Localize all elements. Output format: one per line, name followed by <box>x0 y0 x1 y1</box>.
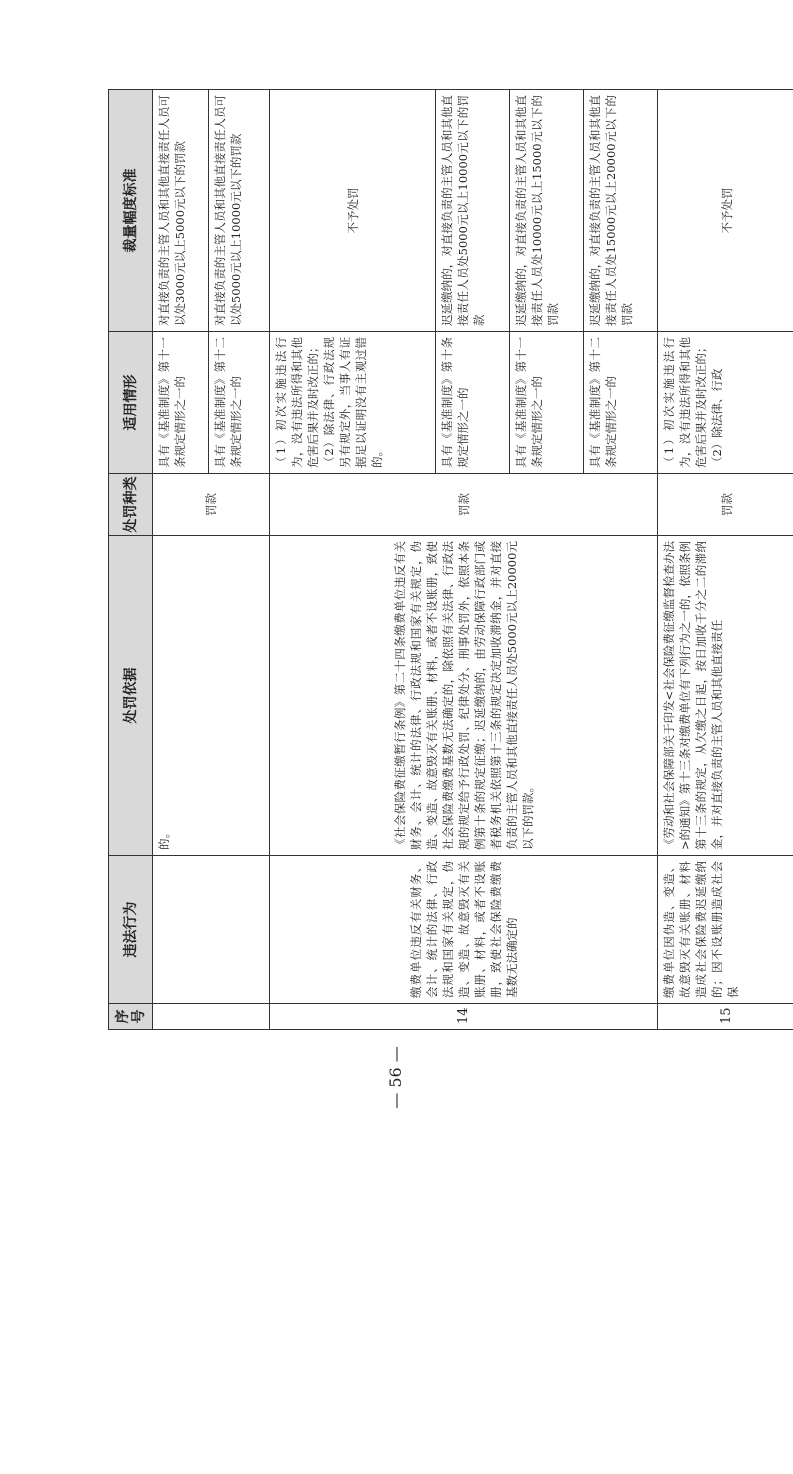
row14-standard-3: 迟延缴纳的，对直接负责的主管人员和其他直接责任人员处15000元以上20000元以下的罚款 <box>583 90 657 332</box>
header-basis: 处罚依据 <box>109 536 153 856</box>
row15-seq: 15 <box>657 1004 793 1030</box>
row14-standard-1: 迟延缴纳的，对直接负责的主管人员和其他直接责任人员处5000元以上10000元以下的罚款 <box>435 90 509 332</box>
table-row <box>153 90 208 1030</box>
row14-situation-3: 具有《基准制度》第十二条规定情形之一的 <box>583 332 657 474</box>
penalty-standards-table <box>108 89 793 1030</box>
row14-situation-2: 具有《基准制度》第十一条规定情形之一的 <box>509 332 583 474</box>
row14-act: 缴费单位违反有关财务、会计、统计的法律、行政法规和国家有关规定，伪造、变造、故意毁灭有关账册、材料，或者不设账册，致使社会保险费缴费基数无法确定的 <box>270 856 658 1004</box>
cont-act-cell <box>153 856 270 1004</box>
row14-standard-2: 迟延缴纳的，对直接负责的主管人员和其他直接责任人员处10000元以上15000元以下的罚款 <box>509 90 583 332</box>
cont-situation-2: 具有《基准制度》第十二条规定情形之一的 <box>208 332 270 474</box>
header-kind: 处罚种类 <box>109 474 153 536</box>
cont-kind-cell: 罚款 <box>153 474 270 536</box>
cont-seq-cell <box>153 1004 270 1030</box>
table-row <box>657 90 793 1030</box>
row14-seq: 14 <box>270 1004 658 1030</box>
header-act: 违法行为 <box>109 856 153 1004</box>
row15-act: 缴费单位因伪造、变造、故意毁灭有关账册、材料造成社会保险费迟延缴纳的；因不设账册造成社会保 <box>657 856 793 1004</box>
table-row <box>270 90 436 1030</box>
row14-standard-0: 不予处罚 <box>270 90 436 332</box>
cont-standard-1: 对直接负责的主管人员和其他直接责任人员可以处3000元以上5000元以下的罚款 <box>153 90 208 332</box>
cont-situation-1: 具有《基准制度》第十一条规定情形之一的 <box>153 332 208 474</box>
row15-kind: 罚款 <box>657 474 793 536</box>
row14-situation-0: （1）初次实施违法行为，没有违法所得和其他危害后果并及时改正的； （2）除法律、行政法规另有规定外，当事人有证据足以证明没有主观过错的。 <box>270 332 436 474</box>
row15-standard-0: 不予处罚 <box>657 90 793 332</box>
header-situation: 适用情形 <box>109 332 153 474</box>
row15-situation-0: （1）初次实施违法行为，没有违法所得和其他危害后果并及时改正的； （2）除法律、行政 <box>657 332 793 474</box>
header-row <box>109 90 153 1030</box>
page-number: — 56 — <box>386 1046 405 1109</box>
header-standard: 裁量幅度标准 <box>109 90 153 332</box>
cont-basis-cell: 的。 <box>153 536 270 856</box>
cont-standard-2: 对直接负责的主管人员和其他直接责任人员可以处5000元以上10000元以下的罚款 <box>208 90 270 332</box>
row14-kind: 罚款 <box>270 474 658 536</box>
header-seq: 序号 <box>109 1004 153 1030</box>
row14-situation-1: 具有《基准制度》第十条规定情形之一的 <box>435 332 509 474</box>
rotated-table-container <box>108 90 793 1030</box>
row14-basis: 《社会保险费征缴暂行条例》第二十四条缴费单位违反有关财务、会计、统计的法律、行政法规和国家有关规定，伪造、变造、故意毁灭有关账册、材料，或者不设账册，致使社会保险费缴费基数无法确定的，除依照有关法律、行政法规的规定给予行政处罚、纪律处分、刑事处罚外，依照本条例第十条的规定征缴；迟延缴纳的，由劳动保障行政部门或者税务机关依照第十三条的规定决定加收滞纳金，并对直接负责的主管人员和其他直接责任人员处5000元以上20000元以下的罚款。 <box>270 536 658 856</box>
row15-basis: 《劳动和社会保障部关于印发<社会保险费征缴监督检查办法>的通知》第十三条对缴费单位有下列行为之一的，依照条例第十三条的规定，从欠缴之日起，按日加收千分之二的滞纳金，并对直接负责的主管人员和其他直接责任 <box>657 536 793 856</box>
